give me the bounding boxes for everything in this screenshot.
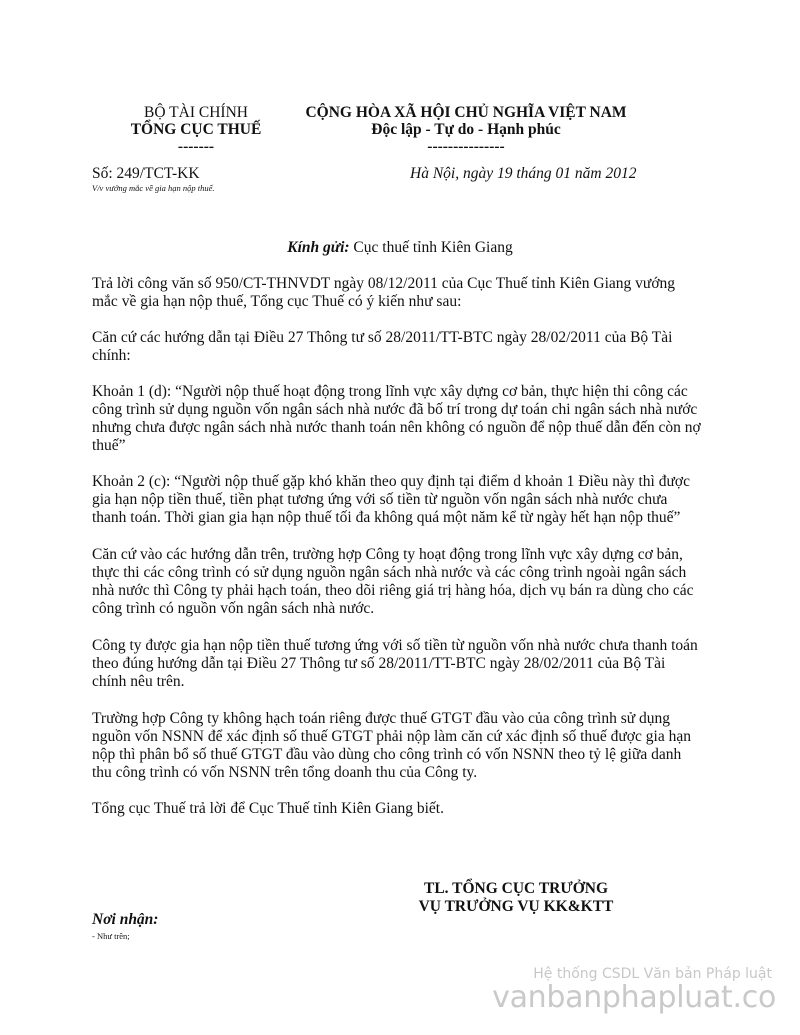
- watermark-site: vanbanphapluat.co: [492, 980, 776, 1015]
- department-name: TỔNG CỤC THUẾ: [130, 121, 262, 138]
- signature-title: TL. TỔNG CỤC TRƯỞNG: [423, 880, 609, 897]
- national-motto: Độc lập - Tự do - Hạnh phúc: [371, 121, 561, 138]
- country-name: CỘNG HÒA XÃ HỘI CHỦ NGHĨA VIỆT NAM: [305, 104, 627, 121]
- watermark-caption: Hệ thống CSDL Văn bản Pháp luật: [533, 966, 772, 982]
- greeting-line: [0, 239, 800, 257]
- agency-divider: -------: [177, 138, 215, 155]
- document-subject: V/v vướng mắc về gia hạn nộp thuế.: [92, 183, 215, 193]
- greeting-recipient: Cục thuế tỉnh Kiên Giang: [353, 239, 513, 256]
- body-paragraph: Căn cứ các hướng dẫn tại Điều 27 Thông tư số 28/2011/TT-BTC ngày 28/02/2011 của Bộ Tài chính:: [92, 329, 673, 364]
- body-paragraph: Trả lời công văn số 950/CT-THNVDT ngày 08/12/2011 của Cục Thuế tỉnh Kiên Giang vướng mắc về gia hạn nộp thuế, Tổng cục Thuế có ý kiến như sau:: [92, 275, 676, 310]
- recipients-title: Nơi nhận:: [92, 911, 159, 928]
- ministry-name: BỘ TÀI CHÍNH: [144, 104, 248, 121]
- issue-date: Hà Nội, ngày 19 tháng 01 năm 2012: [410, 165, 637, 182]
- body-paragraph: Tổng cục Thuế trả lời để Cục Thuế tỉnh Kiên Giang biết.: [92, 800, 444, 817]
- body-paragraph: Trường hợp Công ty không hạch toán riêng được thuế GTGT đầu vào của công trình sử dụng nguồn vốn NSNN để xác định số thuế GTGT phải nộp làm căn cứ xác định số thuế được gia hạn nộp thì phân bổ số thuế GTGT đầu vào dùng cho công trình có vốn NSNN theo tỷ lệ giữa danh thu công trình có vốn NSNN trên tổng doanh thu của Công ty.: [92, 710, 691, 781]
- body-paragraph: Khoản 2 (c): “Người nộp thuế gặp khó khăn theo quy định tại điểm d khoản 1 Điều này thì được gia hạn nộp tiền thuế, tiền phạt tương ứng với số tiền từ nguồn vốn ngân sách nhà nước chưa thanh toán. Thời gian gia hạn nộp thuế tối đa không quá một năm kể từ ngày hết hạn nộp thuế”: [92, 473, 690, 526]
- motto-divider: ---------------: [427, 138, 505, 155]
- recipient-item: - Như trên;: [92, 931, 130, 941]
- body-paragraph: Khoản 1 (d): “Người nộp thuế hoạt động trong lĩnh vực xây dựng cơ bản, thực hiện thi công các công trình sử dụng nguồn vốn ngân sách nhà nước đã bố trí trong dự toán chi ngân sách nhà nước nhưng chưa được ngân sách nhà nước thanh toán nên không có nguồn để nộp thuế dẫn đến còn nợ thuế”: [92, 383, 701, 454]
- issuing-agency-block: [80, 104, 312, 155]
- greeting-label: Kính gửi:: [287, 239, 350, 256]
- signature-position: VỤ TRƯỞNG VỤ KK&KTT: [418, 898, 614, 915]
- body-paragraph: Căn cứ vào các hướng dẫn trên, trường hợp Công ty hoạt động trong lĩnh vực xây dựng cơ bản, thực thi các công trình có sử dụng nguồn ngân sách nhà nước và các công trình ngoài ngân sách nhà nước thì Công ty phải hạch toán, theo dõi riêng giá trị hàng hóa, dịch vụ bán ra dùng cho các công trình có nguồn vốn ngân sách nhà nước.: [92, 546, 694, 617]
- signature-block: [396, 880, 636, 916]
- national-title-block: [296, 104, 636, 155]
- document-number: Số: 249/TCT-KK: [92, 165, 200, 182]
- body-paragraph: Công ty được gia hạn nộp tiền thuế tương ứng với số tiền từ nguồn vốn nhà nước chưa thanh toán theo đúng hướng dẫn tại Điều 27 Thông tư số 28/2011/TT-BTC ngày 28/02/2011 của Bộ Tài chính nêu trên.: [92, 637, 698, 690]
